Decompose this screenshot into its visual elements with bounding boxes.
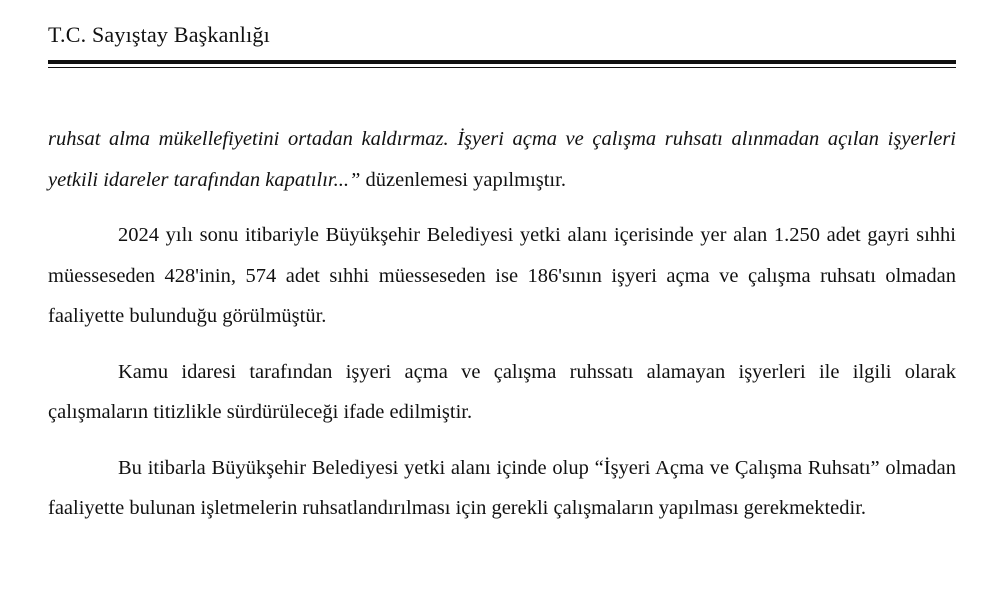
quoted-regulation-text: ruhsat alma mükellefiyetini ortadan kaldırmaz. İşyeri açma ve çalışma ruhsatı alınmadan açılan işyerleri yetkili idareler tarafından kapatılır...”	[48, 128, 956, 191]
header-rule-thick	[48, 60, 956, 64]
header-rule-thin	[48, 67, 956, 68]
paragraph-recommendation: Bu itibarla Büyükşehir Belediyesi yetki alanı içinde olup “İşyeri Açma ve Çalışma Ruhsatı” olmadan faaliyette bulunan işletmelerin ruhsatlandırılması için gerekli çalışmaların yapılması gerekmektedir.	[48, 456, 956, 519]
paragraph-license-statistics: 2024 yılı sonu itibariyle Büyükşehir Belediyesi yetki alanı içerisinde yer alan 1.250 adet gayri sıhhi müesseseden 428'inin, 574 adet sıhhi müesseseden ise 186'sının işyeri açma ve çalışma ruhsatı olmadan faaliyette bulunduğu görülmüştür.	[48, 224, 956, 327]
document-body	[48, 119, 956, 544]
page-header-title: T.C. Sayıştay Başkanlığı	[48, 22, 270, 47]
paragraph-tail-text: düzenlemesi yapılmıştır.	[360, 168, 566, 191]
paragraph-administration-response: Kamu idaresi tarafından işyeri açma ve çalışma ruhssatı alamayan işyerleri ile ilgili olarak çalışmaların titizlikle sürdürüleceği ifade edilmiştir.	[48, 360, 956, 423]
paragraph-quote-continuation	[48, 119, 956, 200]
